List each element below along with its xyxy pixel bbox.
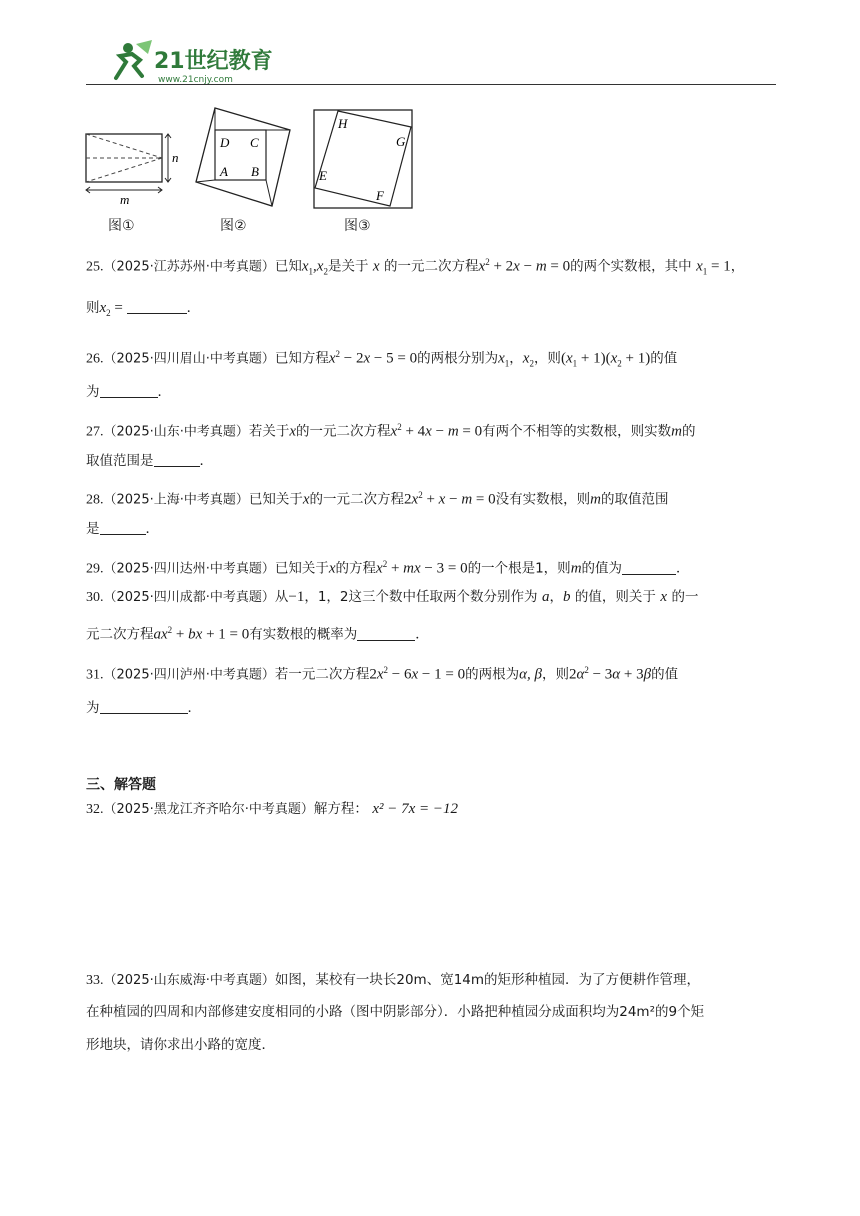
figure-3 [312,108,414,210]
fig3-label-G: G [396,134,406,149]
fig3-label-H: H [338,116,348,131]
site-logo [106,38,286,86]
figure-2-caption: 图② [220,218,247,234]
question-31-line2: 为 ． [86,700,201,716]
question-26-line2: 为 ． [86,384,171,400]
question-27: 27.（2025·山东·中考真题）若关于x的一元二次方程$x^2 + 4x - m = 0$有两个不相等的实数根，则实数m的 [86,422,696,440]
logo-text: 21世纪教育 [154,49,273,74]
question-31: 31.（2025·四川泸州·中考真题）若一元二次方程$2x^2 - 6x - 1 = 0$的两根为α, β，则$2\alpha^2 - 3\alpha + 3\beta$的值 [86,665,679,683]
question-25-line2: 则$x_2$ = ． [86,300,201,318]
answer-blank-25[interactable] [127,299,187,314]
header-rule [86,84,776,85]
answer-blank-27[interactable] [154,452,200,467]
question-28: 28.（2025·上海·中考真题）已知关于x的一元二次方程$2x^2 + x - m = 0$没有实数根，则m的取值范围 [86,490,669,508]
question-33-line2: 在种植园的四周和内部修建安度相同的小路（图中阴影部分）．小路把种植园分成面积均为24m²的9个矩 [86,1004,705,1020]
fig2-label-C: C [250,135,259,150]
question-27-line2: 取值范围是 ． [86,453,213,469]
figure-2 [190,104,296,210]
question-29: 29.（2025·四川达州·中考真题）已知关于x的方程$x^2$ + mx − 3 = 0的一个根是1，则m的值为 ． [86,559,690,577]
question-26: 26.（2025·四川眉山·中考真题）已知方程$x^2 - 2x - 5 = 0$的两根分别为$x_1$，$x_2$，则$(x_1 + 1)(x_2 + 1)$的值 [86,349,678,369]
equation-32: x² − 7x = −12 [372,801,458,817]
fig2-label-A: A [220,164,228,179]
fig2-label-D: D [220,135,230,150]
question-33: 33.（2025·山东威海·中考真题）如图，某校有一块长20m、宽14m的矩形种植园．为了方便耕作管理， [86,972,701,988]
question-30: 30.（2025·四川成都·中考真题）从−1，1，2这三个数中任取两个数分别作为 a，b 的值，则关于 x 的一 [86,589,699,605]
question-25: 25.（2025·江苏苏州·中考真题）已知$x_1,x_2$是关于 x 的一元二次方程$x^2 + 2x - m = 0$的两个实数根，其中 $x_1 = 1$， [86,257,745,277]
figure-1-caption: 图① [108,218,135,234]
answer-blank-26[interactable] [100,383,158,398]
fig1-label-m: m [120,192,130,207]
fig3-label-E: E [319,168,327,183]
runner-icon [116,40,152,78]
answer-blank-31[interactable] [100,699,188,714]
answer-blank-30[interactable] [357,626,415,641]
logo-url: www.21cnjy.com [158,75,233,85]
question-33-line3: 形地块，请你求出小路的宽度． [86,1037,275,1053]
fig1-label-n: n [172,150,179,165]
answer-blank-28[interactable] [100,520,146,535]
figure-1 [80,128,184,210]
question-28-line2: 是 ． [86,521,159,537]
section-title: 三、解答题 [86,777,156,793]
figure-3-caption: 图③ [344,218,371,234]
fig2-label-B: B [251,164,259,179]
answer-blank-29[interactable] [622,560,676,575]
question-30-line2: 元二次方程$ax^2$ + bx + 1 = 0有实数根的概率为 ． [86,625,429,643]
fig3-label-F: F [376,188,384,203]
question-32: 32.（2025·黑龙江齐齐哈尔·中考真题）解方程： x² − 7x = −12 [86,801,458,817]
